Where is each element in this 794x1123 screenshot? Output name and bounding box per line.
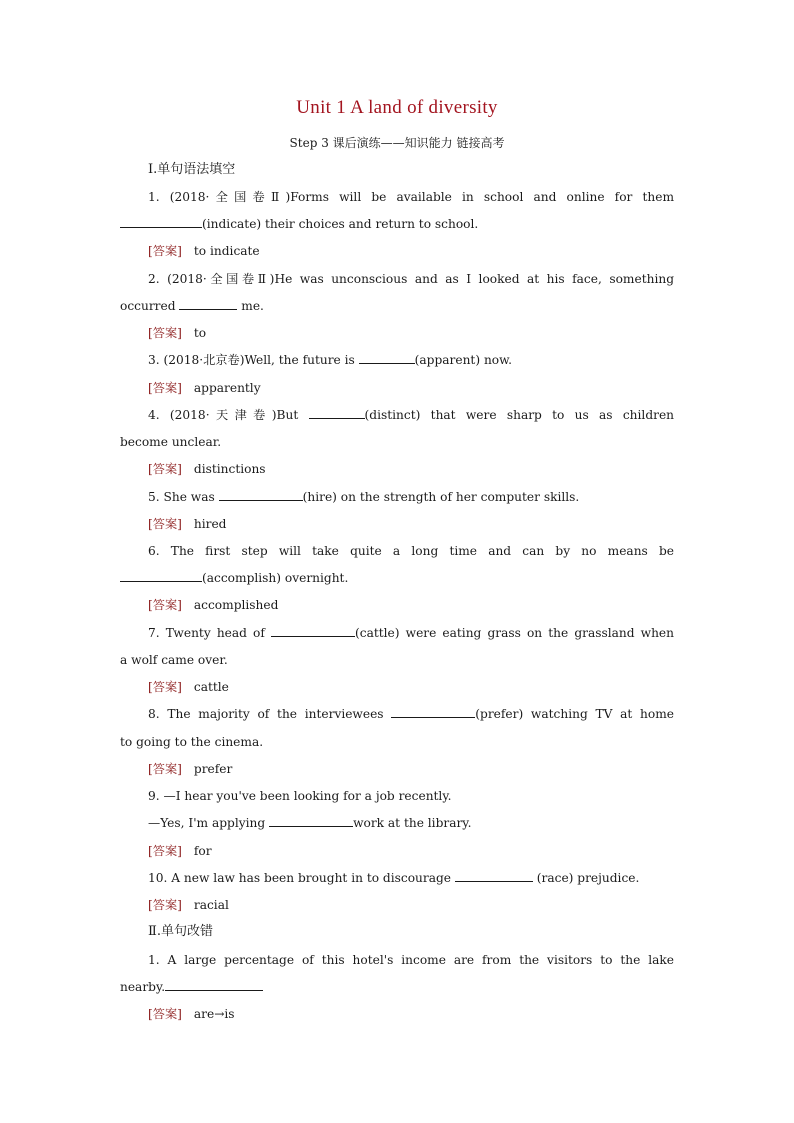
answer-label: [答案] bbox=[148, 762, 182, 776]
answer-1 bbox=[148, 243, 260, 259]
question-4-text-end: (distinct) that were sharp to us as children bbox=[364, 408, 675, 422]
answer-value: prefer bbox=[193, 762, 233, 776]
answer-label: [答案] bbox=[148, 517, 182, 531]
question-2-line-1: 2. (2018·全国卷Ⅱ)He was unconscious and as I looked at his face, something bbox=[148, 272, 674, 286]
answer-7 bbox=[148, 679, 229, 695]
question-5-text-end: (hire) on the strength of her computer skills. bbox=[302, 490, 580, 504]
answer-value: to bbox=[193, 326, 207, 340]
question-7-line-1 bbox=[148, 625, 674, 641]
answer-label: [答案] bbox=[148, 680, 182, 694]
question-9-text-end: work at the library. bbox=[353, 816, 472, 830]
answer-blank bbox=[269, 815, 353, 827]
answer-4 bbox=[148, 461, 266, 477]
question-8-line-2: to going to the cinema. bbox=[120, 735, 264, 749]
answer-value: are→is bbox=[193, 1007, 235, 1021]
question-8-line-1 bbox=[148, 706, 674, 722]
answer-label: [答案] bbox=[148, 381, 182, 395]
answer-blank bbox=[120, 216, 202, 228]
answer-3 bbox=[148, 380, 261, 396]
question-10-text: 10. A new law has been brought in to discourage bbox=[148, 871, 452, 885]
question-3-text-end: (apparent) now. bbox=[414, 353, 512, 367]
answer-5 bbox=[148, 516, 226, 532]
question-4-line-2: become unclear. bbox=[120, 435, 222, 449]
question-5-line-1 bbox=[148, 489, 674, 505]
answer-value: accomplished bbox=[193, 598, 279, 612]
answer-value: apparently bbox=[193, 381, 261, 395]
question-9-line-1: 9. —I hear you've been looking for a job recently. bbox=[148, 789, 452, 803]
answer-value: to indicate bbox=[193, 244, 260, 258]
question-8-text: 8. The majority of the interviewees bbox=[148, 707, 384, 721]
answer-label: [答案] bbox=[148, 462, 182, 476]
question-7-text-end: (cattle) were eating grass on the grassland when bbox=[355, 626, 674, 640]
question-6-text: (accomplish) overnight. bbox=[202, 571, 349, 585]
question-2-text-end: me. bbox=[241, 299, 264, 313]
answer-blank bbox=[120, 570, 202, 582]
question-6-line-2 bbox=[120, 570, 674, 586]
question-9-text: —Yes, I'm applying bbox=[148, 816, 266, 830]
section-heading-error-correction: Ⅱ.单句改错 bbox=[148, 924, 213, 939]
answer-blank bbox=[455, 870, 533, 882]
question-6-line-1: 6. The first step will take quite a long time and can by no means be bbox=[148, 544, 674, 558]
answer-label: [答案] bbox=[148, 598, 182, 612]
question-3-line-1 bbox=[148, 352, 674, 368]
answer-label: [答案] bbox=[148, 1007, 182, 1021]
answer-2 bbox=[148, 325, 206, 341]
question-1-line-1: 1. (2018·全国卷Ⅱ)Forms will be available in school and online for them bbox=[148, 190, 674, 204]
answer-label: [答案] bbox=[148, 244, 182, 258]
error-1-line-1: 1. A large percentage of this hotel's income are from the visitors to the lake bbox=[148, 953, 674, 967]
answer-label: [答案] bbox=[148, 326, 182, 340]
question-3-text: 3. (2018·北京卷)Well, the future is bbox=[148, 353, 355, 367]
answer-blank bbox=[165, 979, 263, 991]
answer-blank bbox=[359, 352, 415, 364]
answer-blank bbox=[179, 298, 237, 310]
page-subtitle: Step 3 课后演练——知识能力 链接高考 bbox=[289, 136, 505, 150]
question-10-line-1 bbox=[148, 870, 674, 886]
answer-10 bbox=[148, 897, 229, 913]
question-4-text: 4. (2018·天津卷)But bbox=[148, 408, 299, 422]
question-2-text: occurred bbox=[120, 299, 176, 313]
question-4-line-1 bbox=[148, 407, 674, 423]
answer-label: [答案] bbox=[148, 898, 182, 912]
section-heading-grammar-fill: Ⅰ.单句语法填空 bbox=[148, 162, 236, 177]
question-9-line-2 bbox=[148, 815, 674, 831]
question-1-text: (indicate) their choices and return to school. bbox=[202, 217, 479, 231]
question-7-text: 7. Twenty head of bbox=[148, 626, 265, 640]
question-1-line-2 bbox=[120, 216, 674, 232]
answer-blank bbox=[309, 407, 365, 419]
answer-blank bbox=[391, 706, 475, 718]
answer-6 bbox=[148, 597, 278, 613]
answer-9 bbox=[148, 843, 212, 859]
answer-blank bbox=[271, 625, 355, 637]
question-8-text-end: (prefer) watching TV at home bbox=[475, 707, 675, 721]
answer-blank bbox=[219, 489, 303, 501]
question-10-text-end: (race) prejudice. bbox=[536, 871, 640, 885]
answer-value: cattle bbox=[193, 680, 229, 694]
question-2-line-2 bbox=[120, 298, 674, 314]
error-1-line-2 bbox=[120, 979, 674, 995]
question-7-line-2: a wolf came over. bbox=[120, 653, 228, 667]
page-title: Unit 1 A land of diversity bbox=[296, 97, 498, 118]
error-1-text: nearby. bbox=[120, 980, 166, 994]
answer-label: [答案] bbox=[148, 844, 182, 858]
question-5-text: 5. She was bbox=[148, 490, 215, 504]
answer-value: hired bbox=[193, 517, 227, 531]
error-answer-1 bbox=[148, 1006, 235, 1022]
answer-value: racial bbox=[193, 898, 229, 912]
answer-value: for bbox=[193, 844, 212, 858]
answer-8 bbox=[148, 761, 232, 777]
answer-value: distinctions bbox=[193, 462, 266, 476]
